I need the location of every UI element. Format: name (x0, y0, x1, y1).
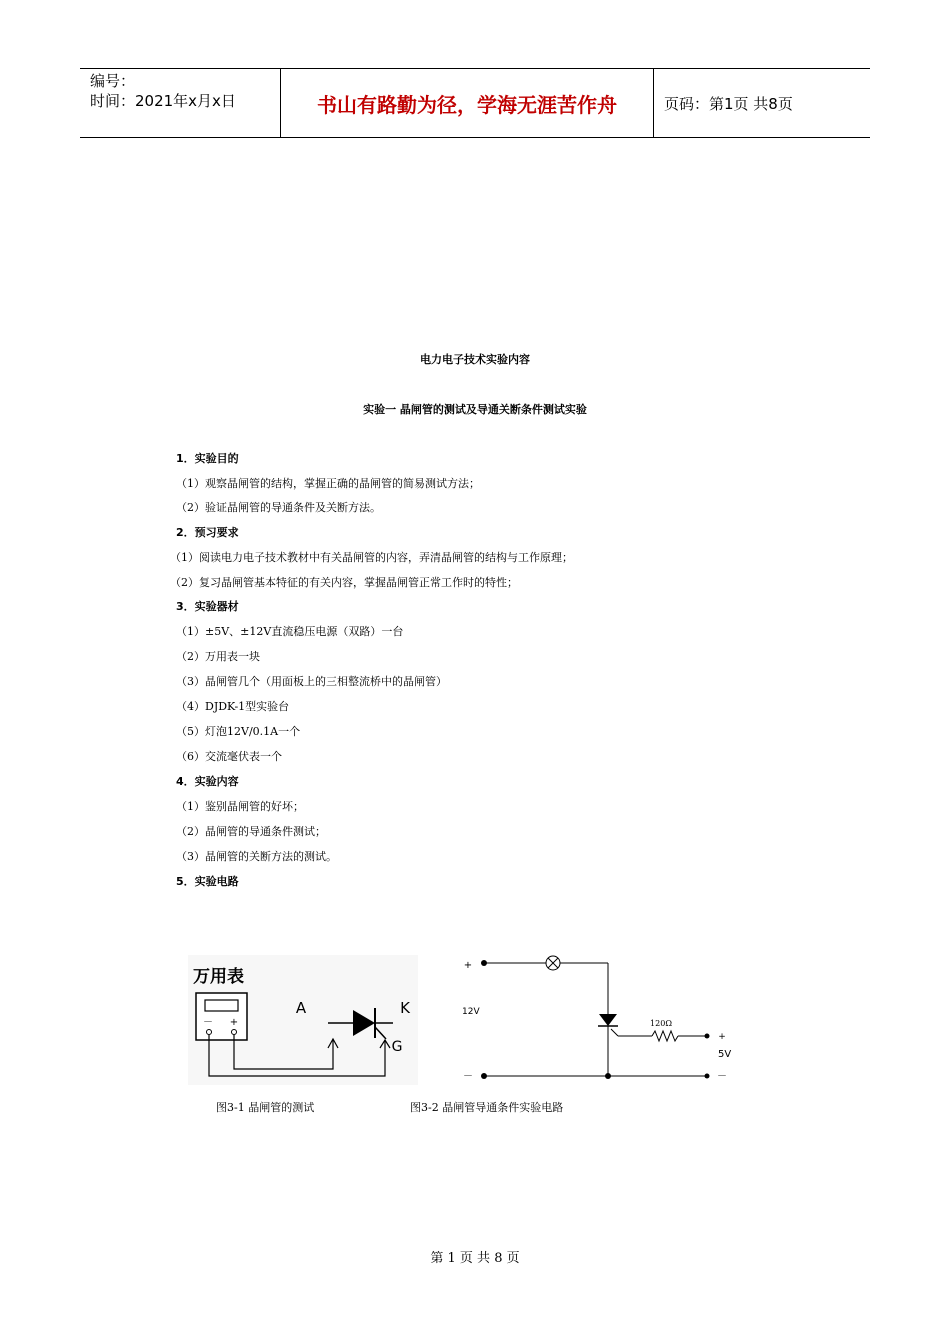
meter-plus-label: + (229, 1017, 239, 1028)
section-4-item: （2）晶闸管的导通条件测试； (176, 825, 326, 838)
meter-label: 万用表 (193, 967, 244, 987)
header-left-cell (80, 69, 281, 137)
header-page-info: 页码：第1页 共8页 (664, 94, 793, 113)
section-1-item: （1）观察晶闸管的结构，掌握正确的晶闸管的简易测试方法； (176, 477, 480, 490)
section-2-heading: 2．预习要求 (176, 526, 239, 539)
section-5-heading: 5．实验电路 (176, 875, 239, 888)
section-4-heading: 4．实验内容 (176, 775, 239, 788)
section-3-item: （4）DJDK-1型实验台 (176, 700, 290, 713)
header-motto: 书山有路勤为径，学海无涯苦作舟 (281, 69, 654, 137)
section-3-item: （3）晶闸管几个（用面板上的三相整流桥中的晶闸管） (176, 675, 447, 688)
minus-12v-label: － (463, 1071, 473, 1082)
label-cathode: K (400, 999, 410, 1017)
label-gate: G (391, 1039, 403, 1055)
figure-conduction-circuit (458, 950, 748, 1090)
node-cathode-junction (605, 1073, 611, 1079)
resistor-icon (652, 1031, 678, 1041)
figure-2-caption: 图3-2 晶闸管导通条件实验电路 (410, 1101, 564, 1114)
meter-minus-label: － (203, 1017, 213, 1028)
section-1-item: （2）验证晶闸管的导通条件及关断方法。 (176, 501, 381, 514)
section-3-item: （1）±5V、±12V直流稳压电源（双路）一台 (176, 625, 404, 638)
resistor-label: 120Ω (650, 1019, 672, 1028)
node-5v-minus (705, 1074, 710, 1079)
plus-12v-label: + (463, 960, 473, 971)
experiment-title: 实验一 晶闸管的测试及导通关断条件测试实验 (363, 403, 587, 416)
document-date: 时间：2021年x月x日 (90, 92, 236, 110)
page-footer: 第 1 页 共 8 页 (430, 1251, 520, 1266)
plus-5v-label: + (718, 1032, 726, 1042)
thyristor-triangle (599, 1014, 617, 1026)
gate-lead (611, 1029, 618, 1036)
figure-1-caption: 图3-1 晶闸管的测试 (216, 1101, 315, 1114)
minus-5v-label: － (717, 1071, 727, 1082)
section-4-item: （1）鉴别晶闸管的好坏； (176, 800, 304, 813)
document-number: 编号： (90, 72, 136, 90)
section-2-item: （2）复习晶闸管基本特征的有关内容，掌握晶闸管正常工作时的特性； (170, 576, 518, 589)
figure-thyristor-test (188, 955, 418, 1085)
section-3-item: （6）交流毫伏表一个 (176, 750, 282, 763)
section-3-item: （2）万用表一块 (176, 650, 260, 663)
document-title: 电力电子技术实验内容 (420, 353, 530, 366)
header-table (80, 68, 870, 138)
section-4-item: （3）晶闸管的关断方法的测试。 (176, 850, 337, 863)
section-3-heading: 3．实验器材 (176, 600, 239, 613)
label-anode: A (295, 999, 307, 1017)
voltage-12v-label: 12V (462, 1007, 480, 1017)
multimeter-display (205, 1000, 238, 1011)
section-3-item: （5）灯泡12V/0.1A一个 (176, 725, 301, 738)
node-5v-plus (705, 1034, 710, 1039)
section-1-heading: 1．实验目的 (176, 452, 239, 465)
section-2-item: （1）阅读电力电子技术教材中有关晶闸管的内容，弄清晶闸管的结构与工作原理； (170, 551, 573, 564)
voltage-5v-label: 5V (718, 1049, 732, 1060)
